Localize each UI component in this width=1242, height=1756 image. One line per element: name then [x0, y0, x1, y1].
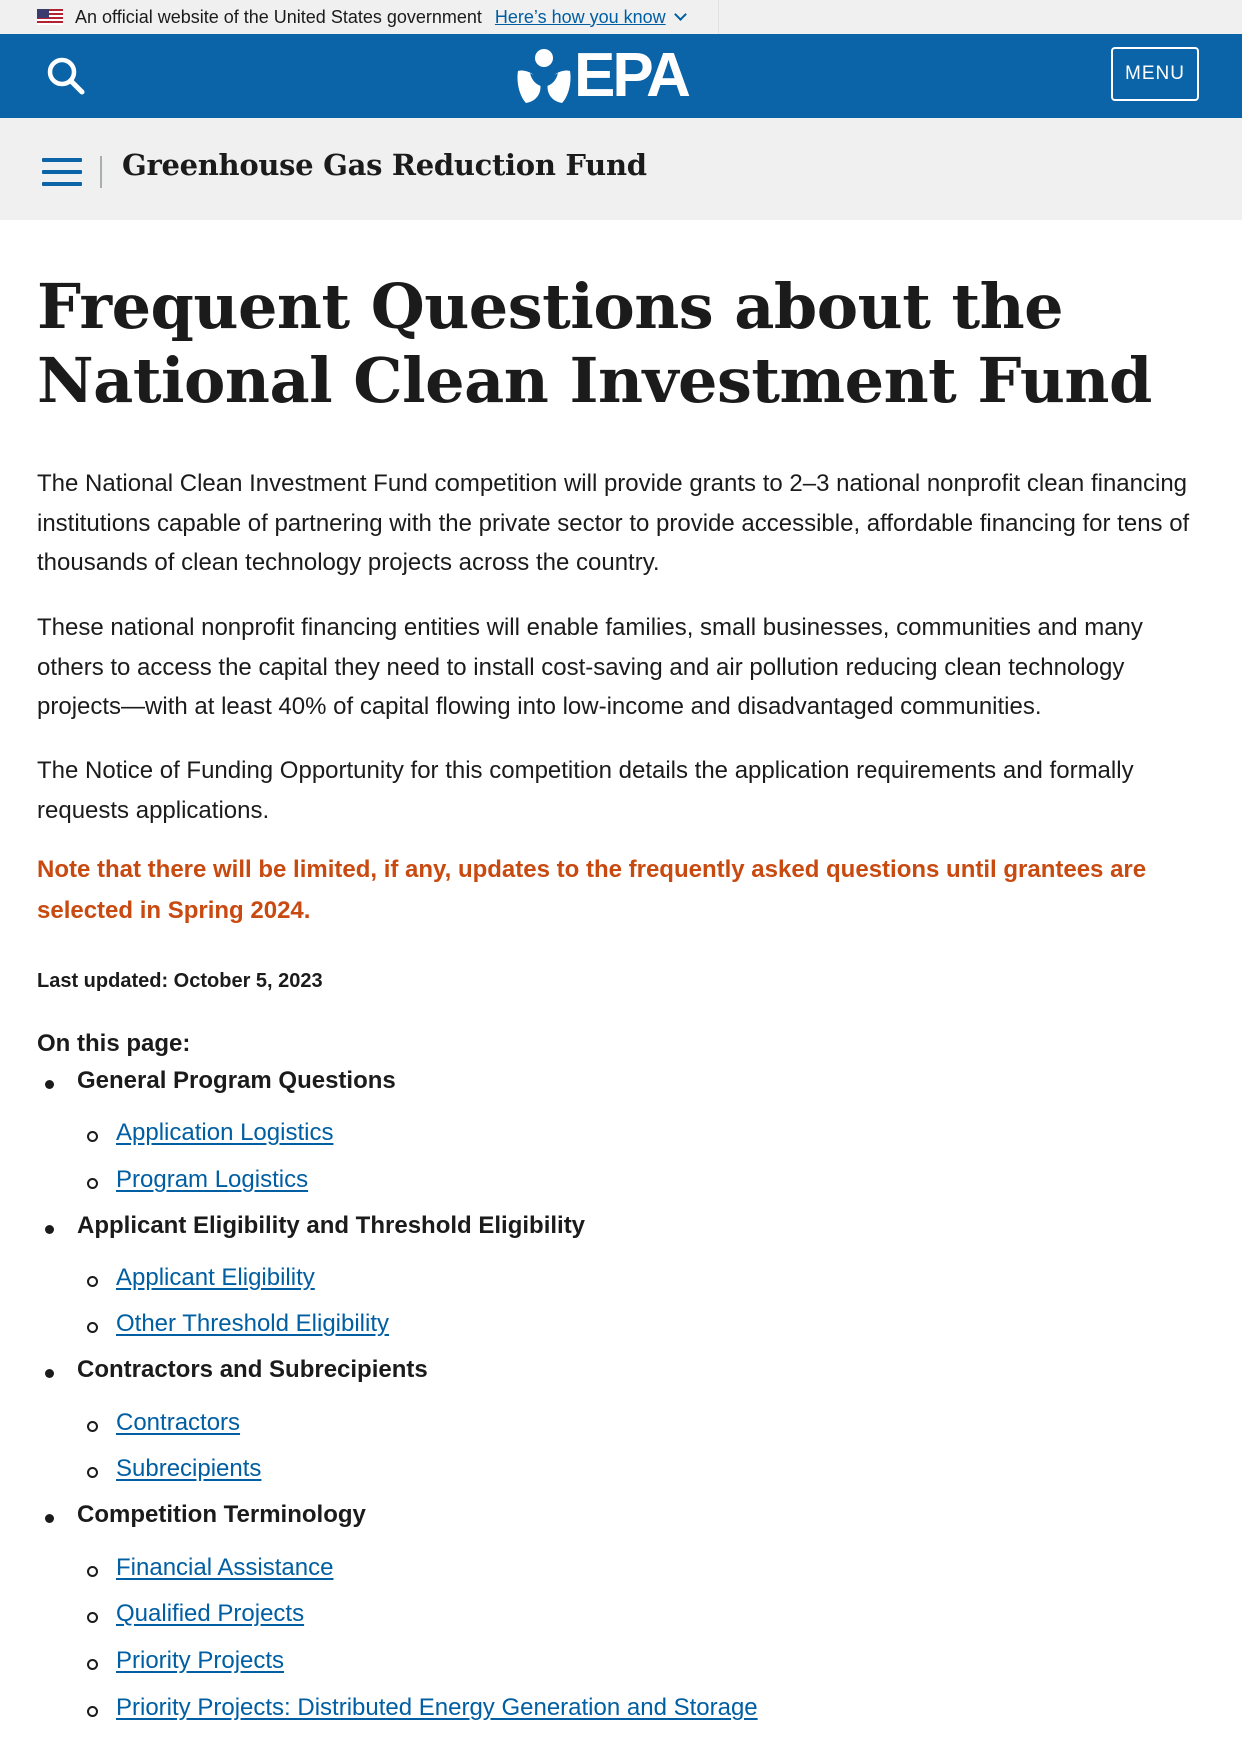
microsite-nav: [0, 118, 1242, 220]
toc-link-contractors[interactable]: Contractors: [116, 1409, 241, 1436]
hamburger-menu-icon[interactable]: [42, 158, 82, 186]
search-button[interactable]: [44, 54, 88, 98]
main-content: [37, 270, 1207, 1721]
chevron-down-icon: [674, 8, 687, 21]
toc-link-qualified-projects[interactable]: Qualified Projects: [116, 1600, 305, 1627]
toc-link-application-logistics[interactable]: Application Logistics: [116, 1119, 334, 1146]
us-flag-icon: [37, 9, 63, 25]
page-title-line-2: National Clean Investment Fund: [37, 344, 1152, 417]
toc-section-general: General Program Questions: [77, 1067, 396, 1094]
intro-paragraph-1: The National Clean Investment Fund competition will provide grants to 2–3 national nonprofit clean financing institutions capable of partnering with the private sector to provide accessible, affordable financing for tens of thousands of clean technology projects across the country.: [37, 470, 1190, 576]
toc-link-subrecipients[interactable]: Subrecipients: [116, 1455, 262, 1482]
toc-section-contractors: Contractors and Subrecipients: [77, 1356, 428, 1383]
toc-link-financial-assistance[interactable]: Financial Assistance: [116, 1554, 334, 1581]
update-note: Note that there will be limited, if any, updates to the frequently asked questions until grantees are selected in Spring 2024.: [37, 856, 1147, 924]
menu-button[interactable]: MENU: [1111, 47, 1199, 101]
how-you-know-label: Here’s how you know: [494, 6, 666, 27]
toc-link-other-threshold-eligibility[interactable]: Other Threshold Eligibility: [116, 1310, 390, 1337]
toc-section-terminology: Competition Terminology: [77, 1501, 366, 1528]
toc-link-priority-projects-degs[interactable]: Priority Projects: Distributed Energy Generation and Storage: [116, 1694, 758, 1721]
search-icon: [44, 54, 88, 98]
page-title-line-1: Frequent Questions about the: [37, 270, 1064, 343]
microsite-title-link[interactable]: Greenhouse Gas Reduction Fund: [122, 148, 647, 182]
intro-paragraph-3: The Notice of Funding Opportunity for this competition details the application requirements and formally requests applications.: [37, 757, 1134, 824]
gov-banner: [0, 0, 1242, 34]
epa-logo-text: EPA: [574, 41, 688, 110]
gov-banner-inner: [0, 0, 719, 34]
toc-heading: On this page:: [37, 1030, 191, 1057]
site-header: [0, 34, 1242, 118]
epa-logo[interactable]: [516, 41, 696, 110]
page-title: [37, 270, 1207, 418]
how-you-know-link[interactable]: [495, 7, 685, 28]
last-updated: Last updated: October 5, 2023: [37, 970, 323, 992]
intro-paragraph-2: These national nonprofit financing entities will enable families, small businesses, communities and many others to access the capital they need to install cost-saving and air pollution reducing clean technology projects—with at least 40% of capital flowing into low-income and disadvantaged communities.: [37, 614, 1143, 720]
toc-link-program-logistics[interactable]: Program Logistics: [116, 1166, 309, 1193]
toc-section-eligibility: Applicant Eligibility and Threshold Eligibility: [77, 1212, 586, 1239]
toc-link-priority-projects[interactable]: Priority Projects: [116, 1647, 285, 1674]
nav-divider: [100, 156, 102, 188]
epa-flower-icon: [516, 47, 572, 105]
toc-link-applicant-eligibility[interactable]: Applicant Eligibility: [116, 1264, 315, 1291]
gov-banner-text: An official website of the United States government: [75, 6, 482, 27]
